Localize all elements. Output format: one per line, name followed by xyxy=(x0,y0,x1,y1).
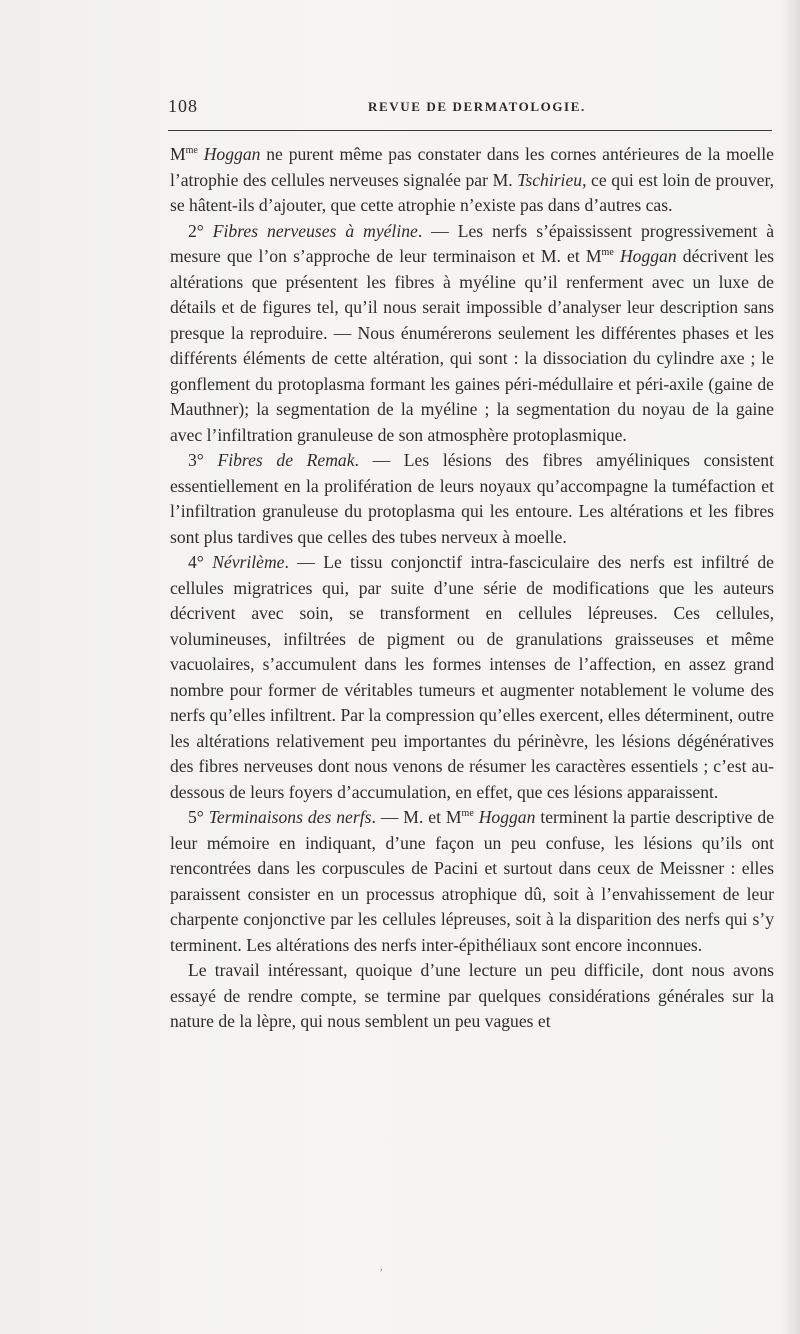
text-run: . — Les nerfs s’épaississent progressivement à mesure que l’on s’approche de leur terminaison et M. et M xyxy=(170,220,775,266)
page-edge-shadow xyxy=(782,0,800,1334)
page-header xyxy=(168,96,772,122)
text-run: décrivent les altérations que présentent les fibres à myéline qu’il renferment avec un luxe de détails et de figures tel, qu’il nous serait impossible d’analyser leur description sans presque la reproduire. — Nous énumérerons seulement les différentes phases et les différents éléments de cette altération, qui sont : la dissociation du cylindre axe ; le gonflement du protoplasma formant les gaines péri-médullaire et péri-axile (gaine de Mauthner); la segmentation de la myéline ; la segmentation du noyau de la gaine avec l’infiltration granuleuse de son atmosphère protoplasmique. xyxy=(170,246,774,445)
text-run: . — M. et M xyxy=(371,807,462,827)
header-rule xyxy=(168,130,772,131)
paragraph xyxy=(170,219,774,449)
italic-text: Tschirieu xyxy=(517,169,583,190)
superscript-text: me xyxy=(601,247,614,259)
paragraph xyxy=(170,550,774,805)
stray-mark: , xyxy=(380,1262,383,1273)
paragraph xyxy=(170,805,774,958)
text-run: M xyxy=(170,144,186,164)
text-run: 4° xyxy=(188,552,213,572)
italic-text: Terminaisons des nerfs xyxy=(208,807,372,827)
italic-text: Névrilème xyxy=(212,552,285,572)
running-title: REVUE DE DERMATOLOGIE. xyxy=(368,99,586,114)
superscript-text: me xyxy=(185,145,198,157)
text-run: . — Le tissu conjonctif intra-fasciculaire des nerfs est infiltré de cellules migratrices qui, par suite d’une série de modifications que les auteurs décrivent avec soin, se transforment en cellules lépreuses. Ces cellules, volumineuses, infiltrées de pigment ou de granulations graisseuses et même vacuolaires, s’accumulent dans les formes intenses de l’affection, en assez grand nombre pour former de véritables tumeurs et augmenter notablement le volume des nerfs qu’elles infiltrent. Par la compression qu’elles exercent, elles déterminent, outre les altérations relativement peu importantes du périnèvre, les lésions dégénératives des fibres nerveuses dont nous venons de résumer les caractères essentiels ; c’est au-dessous de leurs foyers d’accumulation, en effet, que ces lésions apparaissent. xyxy=(170,552,774,802)
text-run: 2° xyxy=(188,220,213,241)
text-run: terminent la partie descriptive de leur mémoire en indiquant, d’une façon un peu confuse, les lésions qu’ils ont rencontrées dans les corpuscules de Pacini et surtout dans ceux de Meissner : elles paraissent consister en un processus atrophique dû, soit à l’envahissement de leur charpente conjonctive par les cellules lépreuses, soit à la disparition des nerfs qui s’y terminent. Les altérations des nerfs inter-épithéliaux sont encore inconnues. xyxy=(170,807,775,955)
italic-text: Fibres de Remak xyxy=(217,450,355,470)
paragraph xyxy=(170,142,774,219)
text-run: 5° xyxy=(188,807,209,827)
text-run: . — Les lésions des fibres amyéliniques consistent essentiellement en la prolifération de leurs noyaux qu’accompagne la tuméfaction et l’infiltration granuleuse du protoplasma qui les entoure. Les altérations et les fibres sont plus tardives que celles des tubes nerveux à moelle. xyxy=(170,450,774,547)
text-run: Le travail intéressant, quoique d’une lecture un peu difficile, dont nous avons essayé de rendre compte, se termine par quelques considérations générales sur la nature de la lèpre, qui nous semblent un peu vagues et xyxy=(170,960,774,1031)
italic-text: Hoggan xyxy=(478,807,536,827)
italic-text: Hoggan xyxy=(619,246,677,266)
page-number: 108 xyxy=(168,96,198,116)
text-run: ne purent même pas constater dans les cornes antérieures de la moelle l’atrophie des cellules nerveuses signalée par M. xyxy=(170,144,774,190)
paragraph xyxy=(170,958,774,1035)
paragraph xyxy=(170,448,774,550)
text-run: , ce qui est loin de prouver, se hâtent-ils d’ajouter, que cette atrophie n’existe pas dans d’autres cas. xyxy=(170,169,774,215)
italic-text: Hoggan xyxy=(203,144,261,164)
italic-text: Fibres nerveuses à myéline xyxy=(212,220,418,241)
text-run: 3° xyxy=(188,450,218,470)
superscript-text: me xyxy=(461,808,474,820)
article-body xyxy=(170,142,774,1035)
